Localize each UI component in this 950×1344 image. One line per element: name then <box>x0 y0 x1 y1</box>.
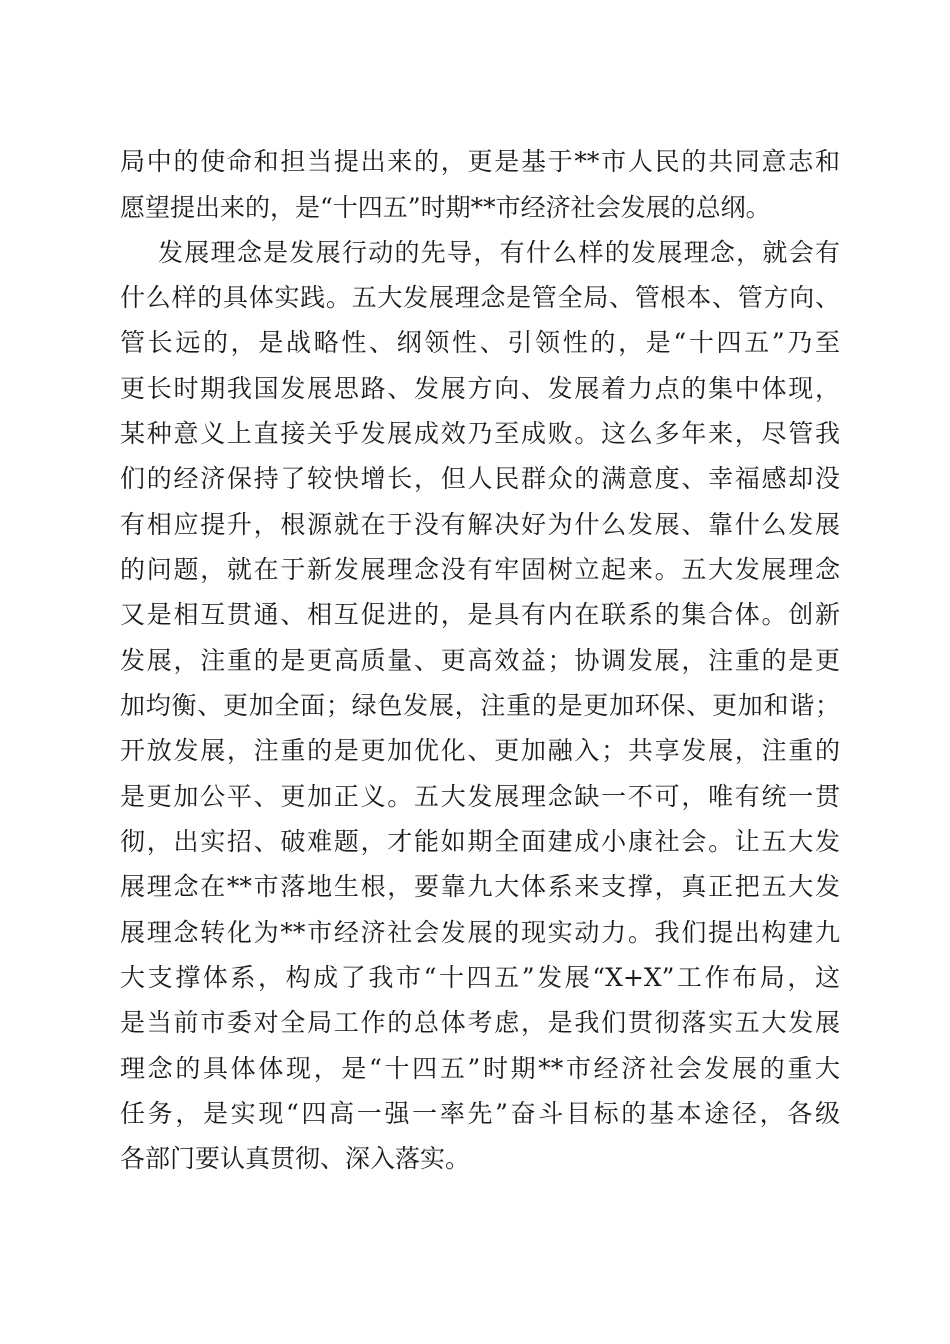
text-line: 们的经济保持了较快增长，但人民群众的满意度、幸福感却没 <box>120 464 840 493</box>
text-line: 彻，出实招、破难题，才能如期全面建成小康社会。让五大发 <box>120 827 840 856</box>
text-line: 愿望提出来的，是“十四五”时期**市经济社会发展的总纲。 <box>120 193 771 222</box>
text-line: 局中的使命和担当提出来的，更是基于**市人民的共同意志和 <box>120 147 840 176</box>
text-line: 是当前市委对全局工作的总体考虑，是我们贯彻落实五大发展 <box>120 1008 840 1037</box>
text-line: 理念的具体体现，是“十四五”时期**市经济社会发展的重大 <box>120 1054 840 1083</box>
text-line: 更长时期我国发展思路、发展方向、发展着力点的集中体现， <box>120 374 840 403</box>
text-line: 又是相互贯通、相互促进的，是具有内在联系的集合体。创新 <box>120 600 840 629</box>
text-line: 发展，注重的是更高质量、更高效益；协调发展，注重的是更 <box>120 646 840 675</box>
text-line: 大支撑体系，构成了我市“十四五”发展“X+X”工作布局，这 <box>120 963 840 992</box>
text-line: 展理念转化为**市经济社会发展的现实动力。我们提出构建九 <box>120 918 840 947</box>
paragraph-first-line: 发展理念是发展行动的先导，有什么样的发展理念，就会有 <box>158 238 840 267</box>
text-line: 加均衡、更加全面；绿色发展，注重的是更加环保、更加和谐； <box>120 691 840 720</box>
text-line: 任务，是实现“四高一强一率先”奋斗目标的基本途径，各级 <box>120 1099 840 1128</box>
text-line: 是更加公平、更加正义。五大发展理念缺一不可，唯有统一贯 <box>120 782 840 811</box>
text-line: 开放发展，注重的是更加优化、更加融入；共享发展，注重的 <box>120 736 840 765</box>
text-line: 展理念在**市落地生根，要靠九大体系来支撑，真正把五大发 <box>120 872 840 901</box>
text-line: 某种意义上直接关乎发展成效乃至成败。这么多年来，尽管我 <box>120 419 840 448</box>
text-line: 的问题，就在于新发展理念没有牢固树立起来。五大发展理念 <box>120 555 840 584</box>
text-line: 管长远的，是战略性、纲领性、引领性的，是“十四五”乃至 <box>120 328 840 357</box>
text-line: 什么样的具体实践。五大发展理念是管全局、管根本、管方向、 <box>120 283 840 312</box>
text-line: 有相应提升，根源就在于没有解决好为什么发展、靠什么发展 <box>120 510 840 539</box>
paragraph-last-line: 各部门要认真贯彻、深入落实。 <box>120 1144 471 1173</box>
